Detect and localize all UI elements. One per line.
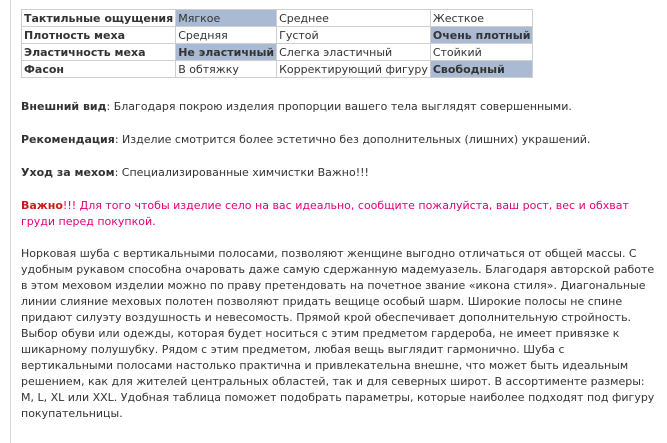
recommendation-label: Рекомендация — [21, 133, 115, 146]
property-option-selected: Очень плотный — [430, 27, 533, 44]
product-details — [21, 9, 656, 422]
recommendation-text: : Изделие смотрится более эстетично без дополнительных (лишних) украшений. — [114, 133, 591, 146]
property-option: Средняя — [176, 27, 277, 44]
property-option: Среднее — [277, 10, 431, 27]
property-row — [22, 27, 533, 44]
appearance-paragraph — [21, 99, 656, 115]
left-border — [10, 0, 11, 443]
property-option-selected: Свободный — [430, 61, 533, 78]
appearance-text: : Благодаря покрою изделия пропорции вашего тела выглядят совершенными. — [106, 100, 572, 113]
property-label: Фасон — [22, 61, 176, 78]
fur-properties-body — [22, 10, 533, 78]
recommendation-paragraph — [21, 132, 656, 148]
important-label: Важно — [21, 199, 63, 212]
care-paragraph — [21, 165, 656, 181]
property-row — [22, 44, 533, 61]
important-notice — [21, 198, 656, 230]
property-label: Эластичность меха — [22, 44, 176, 61]
property-option: Жесткое — [430, 10, 533, 27]
property-label: Тактильные ощущения — [22, 10, 176, 27]
property-option: Слегка эластичный — [277, 44, 431, 61]
property-option: Густой — [277, 27, 431, 44]
fur-properties-table — [21, 9, 533, 78]
appearance-label: Внешний вид — [21, 100, 107, 113]
property-label: Плотность меха — [22, 27, 176, 44]
property-row — [22, 10, 533, 27]
property-option: В обтяжку — [176, 61, 277, 78]
care-label: Уход за мехом — [21, 166, 115, 179]
property-option: Стойкий — [430, 44, 533, 61]
care-text: : Специализированные химчистки Важно!!! — [114, 166, 369, 179]
property-option-selected: Мягкое — [176, 10, 277, 27]
property-row — [22, 61, 533, 78]
important-text: !!! Для того чтобы изделие село на вас идеально, сообщите пожалуйста, ваш рост, вес и обхват груди перед покупкой. — [21, 199, 629, 228]
property-option-selected: Не эластичный — [176, 44, 277, 61]
product-description: Норковая шуба с вертикальными полосами, позволяют женщине выгодно отличаться от общей массы. С удобным рукавом способна очаровать даже самую сдержанную мадемуазель. Благодаря авторской работе в этом меховом изделии можно по праву претендовать на почетное звание «икона стиля». Диагональные линии слияние меховых полотен позволяют придать вещице особый шарм. Широкие полосы не спине придают силуэту воздушность и невесомость. Прямой крой обеспечивает дополнительную стройность. Выбор обуви или одежды, которая будет носиться с этим предметом гардероба, не имеет привязке к шикарному полушубку. Рядом с этим предметом, любая вещь выглядит гармонично. Шуба с вертикальными полосами настолько практична и привлекательна внешне, что может быть идеальным решением, как для жителей центральных областей, так и для северных широт. В ассортименте размеры: M, L, XL или XXL. Удобная таблица поможет подобрать параметры, которые наиболее подходят под фигуру покупательницы. — [21, 247, 655, 420]
property-option: Корректирующий фигуру — [277, 61, 431, 78]
